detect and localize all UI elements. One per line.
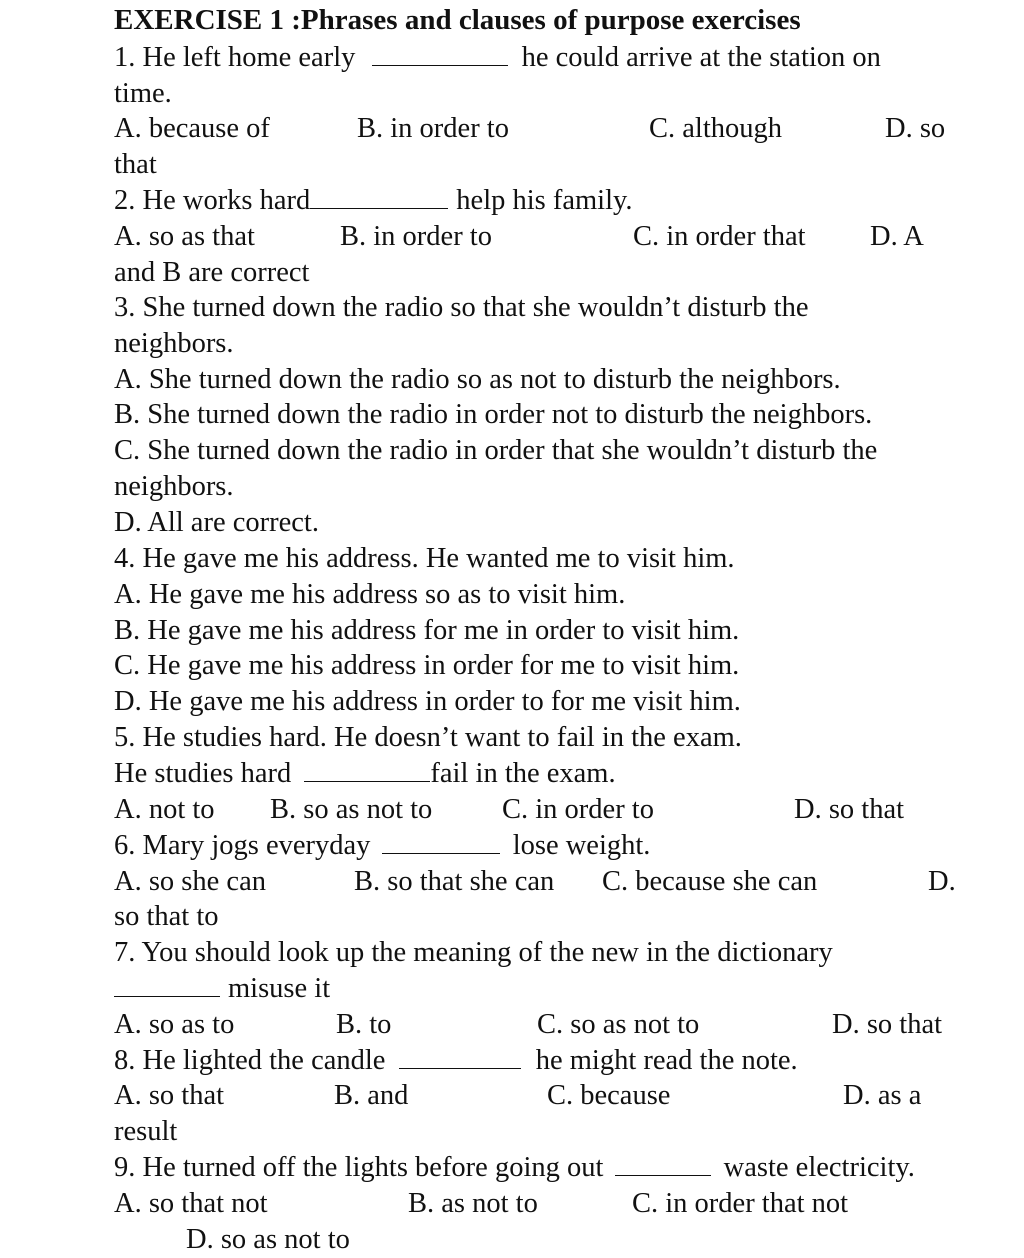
question-4-option-c[interactable]: C. He gave me his address in order for me to visit him. [114,650,740,681]
question-7-option-c[interactable]: C. so as not to [537,1009,700,1040]
question-1 [114,40,881,76]
question-1-continuation: time. [114,78,172,109]
question-5-option-a[interactable]: A. not to [114,794,215,825]
question-8-option-b[interactable]: B. and [334,1080,409,1111]
question-4-option-b[interactable]: B. He gave me his address for me in order to visit him. [114,615,740,646]
question-3-option-c[interactable]: C. She turned down the radio in order that she wouldn’t disturb the [114,435,878,466]
question-7-option-b[interactable]: B. to [336,1009,392,1040]
question-1-option-d[interactable]: D. so [885,113,946,144]
question-4: 4. He gave me his address. He wanted me to visit him. [114,543,735,574]
exercise-title: EXERCISE 1 :Phrases and clauses of purpose exercises [114,4,801,36]
question-2-option-d-continuation: and B are correct [114,257,310,288]
question-2 [114,183,633,219]
question-6-option-a[interactable]: A. so she can [114,866,266,897]
question-9-text-before: 9. He turned off the lights before going out [114,1152,604,1183]
question-8 [114,1043,798,1079]
question-5-blank[interactable] [304,757,430,782]
question-5-option-b[interactable]: B. so as not to [270,794,433,825]
question-7-blank[interactable] [114,972,220,997]
question-7-continuation [114,971,330,1007]
question-3-option-a[interactable]: A. She turned down the radio so as not to disturb the neighbors. [114,364,841,395]
question-2-option-c[interactable]: C. in order that [633,221,806,252]
question-1-option-c[interactable]: C. although [649,113,782,144]
question-9 [114,1150,915,1186]
question-6-option-d[interactable]: D. [928,866,956,897]
question-7: 7. You should look up the meaning of the new in the dictionary [114,937,833,968]
question-6-text-before: 6. Mary jogs everyday [114,830,371,861]
question-5-option-d[interactable]: D. so that [794,794,905,825]
question-8-text-after: he might read the note. [535,1045,798,1076]
question-2-text-after: help his family. [456,185,633,216]
question-7-option-a[interactable]: A. so as to [114,1009,235,1040]
question-3: 3. She turned down the radio so that she wouldn’t disturb the [114,292,809,323]
question-6-option-d-continuation: so that to [114,901,219,932]
question-9-option-b[interactable]: B. as not to [408,1188,538,1219]
question-5-text-after: fail in the exam. [430,758,616,789]
question-9-option-a[interactable]: A. so that not [114,1188,268,1219]
question-7-option-d[interactable]: D. so that [832,1009,943,1040]
question-5-option-c[interactable]: C. in order to [502,794,654,825]
question-8-option-d[interactable]: D. as a [843,1080,922,1111]
question-6-option-b[interactable]: B. so that she can [354,866,555,897]
question-8-option-a[interactable]: A. so that [114,1080,225,1111]
question-6 [114,828,650,864]
question-5-sentence [114,756,616,792]
question-1-text-before: 1. He left home early [114,42,356,73]
question-2-option-a[interactable]: A. so as that [114,221,255,252]
question-2-text-before: 2. He works hard [114,185,311,216]
question-6-text-after: lose weight. [512,830,651,861]
question-1-option-d-continuation: that [114,149,157,180]
question-8-option-d-continuation: result [114,1116,178,1147]
question-8-blank[interactable] [399,1044,521,1069]
question-4-option-d[interactable]: D. He gave me his address in order to for me visit him. [114,686,741,717]
question-1-blank[interactable] [372,41,508,66]
question-3-continuation: neighbors. [114,328,234,359]
question-5-text-before: He studies hard [114,758,292,789]
question-3-option-b[interactable]: B. She turned down the radio in order not to disturb the neighbors. [114,399,873,430]
question-3-option-d[interactable]: D. All are correct. [114,507,319,538]
question-1-option-a[interactable]: A. because of [114,113,270,144]
question-3-option-c-continuation: neighbors. [114,471,234,502]
question-8-text-before: 8. He lighted the candle [114,1045,386,1076]
question-1-option-b[interactable]: B. in order to [357,113,509,144]
question-2-blank[interactable] [310,184,448,209]
question-4-option-a[interactable]: A. He gave me his address so as to visit him. [114,579,626,610]
question-9-option-d[interactable]: D. so as not to [186,1224,350,1255]
question-6-blank[interactable] [382,829,500,854]
question-6-option-c[interactable]: C. because she can [602,866,818,897]
question-9-blank[interactable] [615,1151,711,1176]
question-8-option-c[interactable]: C. because [547,1080,671,1111]
question-9-text-after: waste electricity. [723,1152,915,1183]
question-2-option-d[interactable]: D. A [870,221,924,252]
question-2-option-b[interactable]: B. in order to [340,221,492,252]
question-9-option-c[interactable]: C. in order that not [632,1188,849,1219]
question-5: 5. He studies hard. He doesn’t want to fail in the exam. [114,722,742,753]
question-7-text-after: misuse it [228,973,331,1004]
question-1-text-after: he could arrive at the station on [521,42,881,73]
